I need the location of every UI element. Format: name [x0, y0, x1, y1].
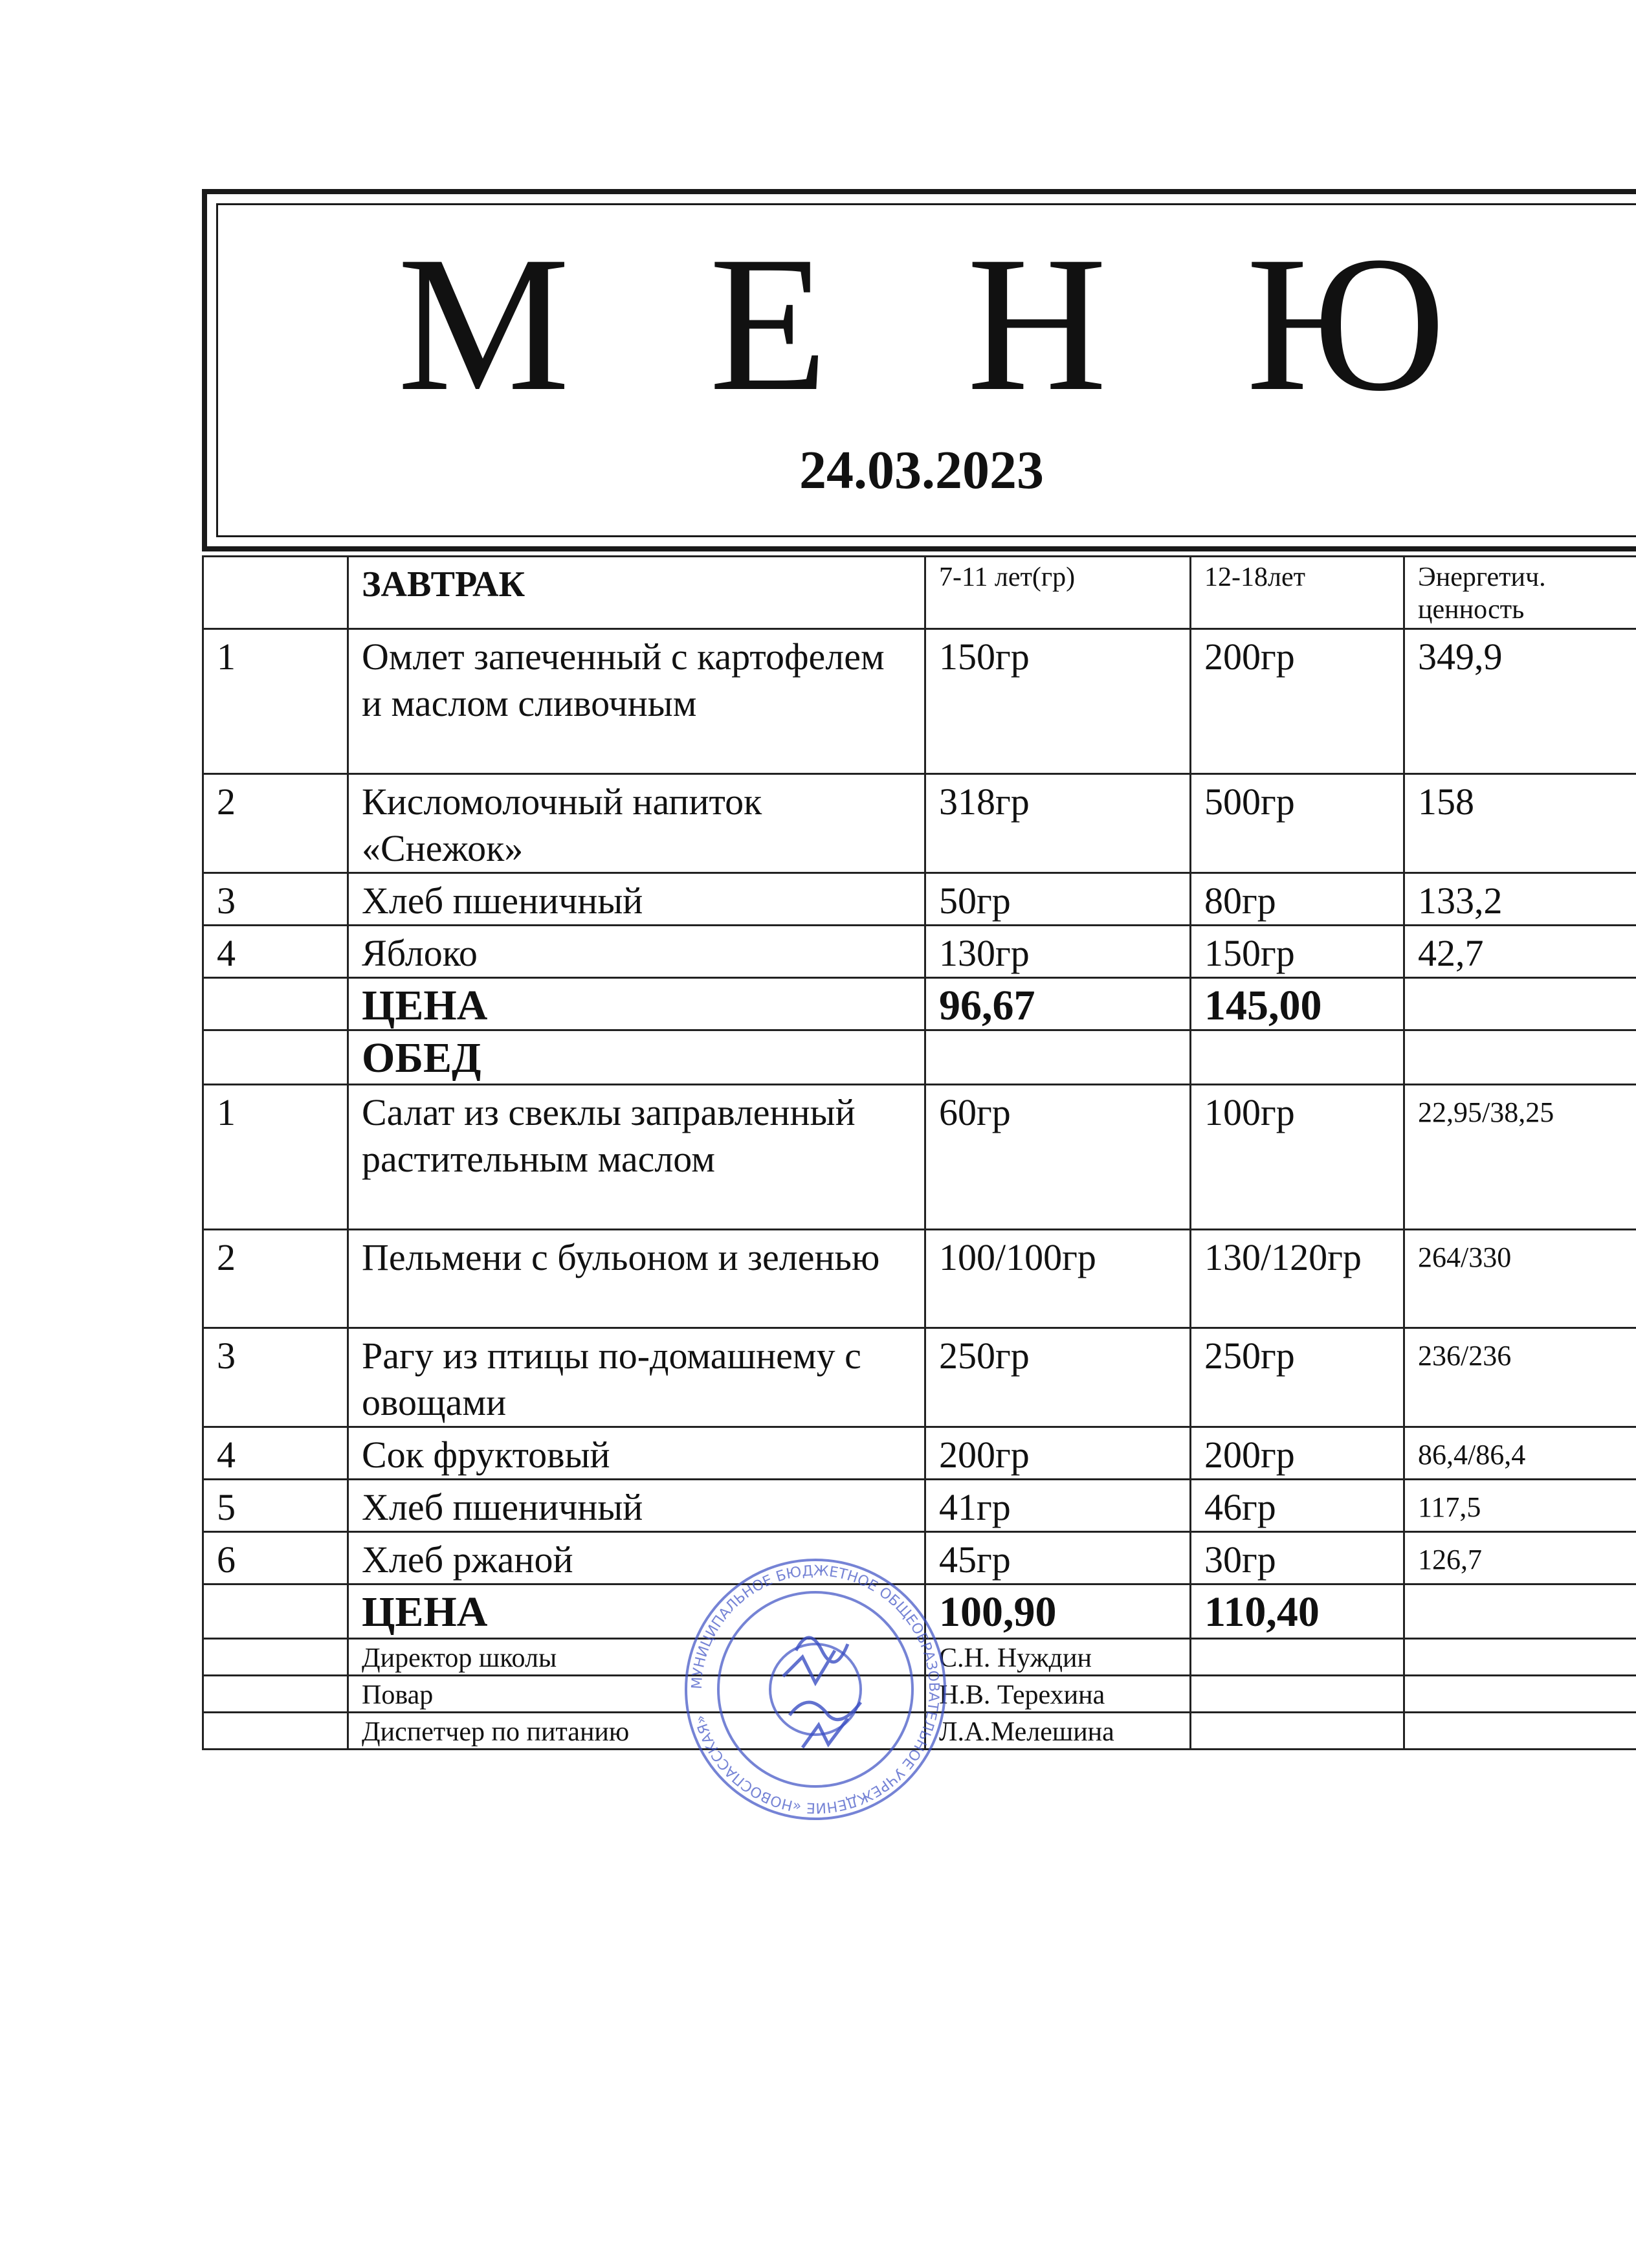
portion-7-11: 200гр	[925, 1427, 1191, 1480]
signature-name: Л.А.Мелешина	[925, 1713, 1191, 1750]
energy-value: 236/236	[1404, 1328, 1636, 1427]
portion-7-11: 318гр	[925, 774, 1191, 873]
stamp-text	[689, 1563, 942, 1816]
price-num-cell	[203, 1584, 348, 1639]
stamp-rings	[686, 1560, 945, 1819]
row-num: 2	[203, 1230, 348, 1328]
row-num: 4	[203, 1427, 348, 1480]
sig-empty-cell	[1191, 1676, 1404, 1713]
dish-name: Салат из свеклы заправленный растительным маслом	[348, 1085, 925, 1230]
row-num: 2	[203, 774, 348, 873]
price-label: ЦЕНА	[348, 978, 925, 1030]
price-energy-cell	[1404, 1584, 1636, 1639]
energy-value: 22,95/38,25	[1404, 1085, 1636, 1230]
col-header-age-7-11: 7-11 лет(гр)	[925, 557, 1191, 629]
signature-name: С.Н. Нуждин	[925, 1639, 1191, 1676]
portion-12-18: 200гр	[1191, 629, 1404, 774]
dish-name: Яблоко	[348, 926, 925, 978]
col-header-age-12-18: 12-18лет	[1191, 557, 1404, 629]
portion-12-18: 200гр	[1191, 1427, 1404, 1480]
price-num-cell	[203, 978, 348, 1030]
price-energy-cell	[1404, 978, 1636, 1030]
section-empty-cell	[1404, 1030, 1636, 1085]
sig-empty-cell	[1191, 1713, 1404, 1750]
sig-empty-cell	[1404, 1713, 1636, 1750]
dish-name: Хлеб пшеничный	[348, 1480, 925, 1532]
portion-7-11: 150гр	[925, 629, 1191, 774]
table-row	[203, 1230, 1636, 1328]
energy-value: 42,7	[1404, 926, 1636, 978]
signature-scribble-2	[790, 1702, 861, 1748]
signature-role: Директор школы	[348, 1639, 925, 1676]
energy-value: 126,7	[1404, 1532, 1636, 1584]
energy-value: 349,9	[1404, 629, 1636, 774]
price-label: ЦЕНА	[348, 1584, 925, 1639]
table-row	[203, 629, 1636, 774]
row-num: 1	[203, 1085, 348, 1230]
energy-value: 86,4/86,4	[1404, 1427, 1636, 1480]
table-row	[203, 1085, 1636, 1230]
table-row	[203, 774, 1636, 873]
portion-12-18: 80гр	[1191, 873, 1404, 926]
section-title-breakfast: ЗАВТРАК	[348, 557, 925, 629]
dish-name: Хлеб пшеничный	[348, 873, 925, 926]
table-row	[203, 873, 1636, 926]
dish-name: Хлеб ржаной	[348, 1532, 925, 1584]
section-title-lunch: ОБЕД	[348, 1030, 925, 1085]
stamp-inner-ring	[718, 1592, 912, 1786]
energy-value: 158	[1404, 774, 1636, 873]
portion-7-11: 41гр	[925, 1480, 1191, 1532]
portion-7-11: 100/100гр	[925, 1230, 1191, 1328]
table-row	[203, 1480, 1636, 1532]
row-num: 5	[203, 1480, 348, 1532]
official-stamp-icon	[680, 1553, 951, 1825]
price-row	[203, 978, 1636, 1030]
price-7-11: 100,90	[925, 1584, 1191, 1639]
portion-12-18: 500гр	[1191, 774, 1404, 873]
stamp-outer-ring	[686, 1560, 945, 1819]
section-num-cell	[203, 1030, 348, 1085]
dish-name: Кисломолочный напиток «Снежок»	[348, 774, 925, 873]
portion-12-18: 30гр	[1191, 1532, 1404, 1584]
sig-empty-cell	[1404, 1639, 1636, 1676]
table-header-row	[203, 557, 1636, 629]
sig-num-cell	[203, 1639, 348, 1676]
page-title: М Е Н Ю	[397, 216, 1491, 431]
row-num: 4	[203, 926, 348, 978]
dish-name: Омлет запеченный с картофелем и маслом сливочным	[348, 629, 925, 774]
table-row	[203, 1328, 1636, 1427]
menu-date: 24.03.2023	[799, 440, 1044, 500]
signature-scribbles	[783, 1638, 861, 1748]
table-row	[203, 1427, 1636, 1480]
energy-value: 133,2	[1404, 873, 1636, 926]
section-header-row	[203, 1030, 1636, 1085]
price-7-11: 96,67	[925, 978, 1191, 1030]
row-num: 3	[203, 873, 348, 926]
dish-name: Пельмени с бульоном и зеленью	[348, 1230, 925, 1328]
portion-12-18: 46гр	[1191, 1480, 1404, 1532]
section-empty-cell	[925, 1030, 1191, 1085]
stamp-text-path: МУНИЦИПАЛЬНОЕ БЮДЖЕТНОЕ ОБЩЕОБРАЗОВАТЕЛЬНОЕ УЧРЕЖДЕНИЕ «НОВОСПАССКАЯ»	[689, 1562, 942, 1816]
row-num: 1	[203, 629, 348, 774]
portion-7-11: 50гр	[925, 873, 1191, 926]
sig-num-cell	[203, 1676, 348, 1713]
dish-name: Рагу из птицы по-домашнему с овощами	[348, 1328, 925, 1427]
price-12-18: 145,00	[1191, 978, 1404, 1030]
dish-name: Сок фруктовый	[348, 1427, 925, 1480]
table-row	[203, 926, 1636, 978]
portion-12-18: 250гр	[1191, 1328, 1404, 1427]
price-12-18: 110,40	[1191, 1584, 1404, 1639]
section-empty-cell	[1191, 1030, 1404, 1085]
energy-value: 264/330	[1404, 1230, 1636, 1328]
col-header-energy: Энергетич. ценность	[1404, 557, 1636, 629]
portion-7-11: 45гр	[925, 1532, 1191, 1584]
portion-12-18: 150гр	[1191, 926, 1404, 978]
signature-role: Повар	[348, 1676, 925, 1713]
energy-value: 117,5	[1404, 1480, 1636, 1532]
portion-7-11: 60гр	[925, 1085, 1191, 1230]
portion-12-18: 100гр	[1191, 1085, 1404, 1230]
row-num: 3	[203, 1328, 348, 1427]
menu-header	[202, 189, 1636, 551]
portion-12-18: 130/120гр	[1191, 1230, 1404, 1328]
portion-7-11: 130гр	[925, 926, 1191, 978]
signature-name: Н.В. Терехина	[925, 1676, 1191, 1713]
header-num-cell	[203, 557, 348, 629]
row-num: 6	[203, 1532, 348, 1584]
sig-empty-cell	[1191, 1639, 1404, 1676]
portion-7-11: 250гр	[925, 1328, 1191, 1427]
signature-role: Диспетчер по питанию	[348, 1713, 925, 1750]
sig-num-cell	[203, 1713, 348, 1750]
sig-empty-cell	[1404, 1676, 1636, 1713]
